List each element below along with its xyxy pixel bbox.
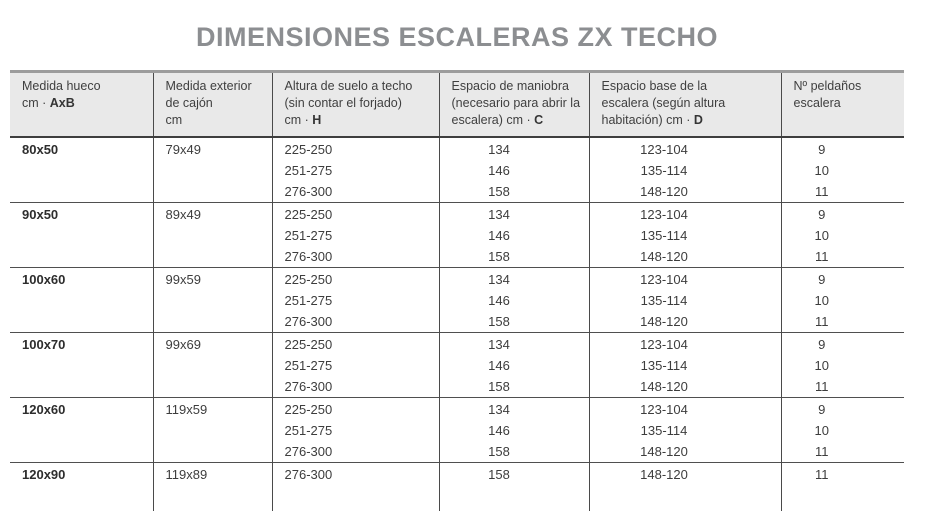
cell-value: 225-250 (284, 402, 333, 417)
column-header-line: Altura de suelo a techo (284, 79, 413, 93)
cell-value: 100x70 (22, 337, 66, 352)
cell-value: 120x60 (22, 402, 66, 417)
cell-value: 158 (488, 314, 510, 329)
header-row (10, 72, 904, 138)
cell-medida_hueco (10, 398, 153, 463)
cell-peldanos (781, 463, 904, 512)
column-header-line: cm · AxB (22, 96, 75, 110)
column-header-medida_exterior (153, 72, 272, 138)
cell-medida_exterior (153, 137, 272, 203)
cell-altura (272, 203, 439, 268)
column-header-base (589, 72, 781, 138)
cell-altura (272, 268, 439, 333)
cell-value: 148-120 (640, 467, 688, 482)
cell-medida_exterior (153, 398, 272, 463)
cell-altura (272, 398, 439, 463)
column-header-line: Medida exterior (165, 79, 252, 93)
cell-value: 135-114 (640, 228, 688, 243)
cell-value: 148-120 (640, 444, 688, 459)
cell-value: 123-104 (640, 402, 688, 417)
cell-value: 134 (488, 402, 510, 417)
cell-value: 119x59 (165, 402, 208, 417)
cell-peldanos (781, 268, 904, 333)
table-row-90x50 (10, 203, 904, 268)
cell-value: 10 (814, 423, 829, 438)
column-header-line: escalera (793, 96, 841, 110)
cell-value: 123-104 (640, 142, 688, 157)
column-header-line: Nº peldaños (793, 79, 862, 93)
cell-peldanos (781, 333, 904, 398)
column-header-altura (272, 72, 439, 138)
cell-value: 276-300 (284, 249, 333, 264)
table-row-100x70 (10, 333, 904, 398)
cell-medida_hueco (10, 463, 153, 512)
cell-value: 99x59 (165, 272, 201, 287)
table-row-100x60 (10, 268, 904, 333)
cell-value: 251-275 (284, 423, 333, 438)
cell-medida_hueco (10, 268, 153, 333)
column-header-line: de cajón (165, 96, 213, 110)
table-row-80x50 (10, 137, 904, 203)
cell-value: 158 (488, 249, 510, 264)
cell-value: 11 (815, 249, 829, 264)
cell-value: 251-275 (284, 358, 333, 373)
column-header-line: cm (165, 113, 183, 127)
column-header-line: escalera (según altura (601, 96, 726, 110)
cell-value: 146 (488, 358, 510, 373)
cell-maniobra (439, 268, 589, 333)
cell-value: 11 (815, 314, 829, 329)
cell-value: 9 (818, 337, 826, 352)
cell-value: 10 (814, 358, 829, 373)
cell-maniobra (439, 398, 589, 463)
column-header-line: Espacio base de la (601, 79, 708, 93)
column-header-line: Espacio de maniobra (451, 79, 569, 93)
dimensions-table (10, 70, 904, 511)
table-body (10, 137, 904, 511)
cell-value: 146 (488, 423, 510, 438)
cell-altura (272, 333, 439, 398)
table-row-120x60 (10, 398, 904, 463)
cell-value: 158 (488, 184, 510, 199)
cell-value: 251-275 (284, 163, 333, 178)
cell-value: 276-300 (284, 314, 333, 329)
cell-value: 225-250 (284, 207, 333, 222)
cell-peldanos (781, 398, 904, 463)
cell-value: 10 (814, 228, 829, 243)
cell-medida_hueco (10, 333, 153, 398)
cell-value: 123-104 (640, 337, 688, 352)
table-row-120x90 (10, 463, 904, 512)
cell-value: 99x69 (165, 337, 201, 352)
column-header-line: Medida hueco (22, 79, 101, 93)
cell-value: 134 (488, 337, 510, 352)
cell-maniobra (439, 463, 589, 512)
cell-value: 89x49 (165, 207, 201, 222)
cell-maniobra (439, 333, 589, 398)
column-header-line: cm · H (284, 113, 322, 127)
cell-value: 276-300 (284, 379, 333, 394)
column-header-line: habitación) cm · D (601, 113, 703, 127)
cell-value: 158 (488, 444, 510, 459)
cell-value: 135-114 (640, 358, 688, 373)
cell-value: 148-120 (640, 249, 688, 264)
cell-base (589, 137, 781, 203)
cell-value: 146 (488, 293, 510, 308)
cell-value: 134 (488, 142, 510, 157)
cell-value: 9 (818, 402, 826, 417)
cell-value: 11 (815, 467, 829, 482)
column-header-line: escalera) cm · C (451, 113, 544, 127)
cell-value: 158 (488, 467, 510, 482)
cell-value: 135-114 (640, 293, 688, 308)
cell-value: 225-250 (284, 272, 333, 287)
cell-base (589, 398, 781, 463)
cell-medida_exterior (153, 268, 272, 333)
cell-value: 148-120 (640, 184, 688, 199)
page-title: DIMENSIONES ESCALERAS ZX TECHO (195, 22, 719, 52)
cell-base (589, 203, 781, 268)
cell-medida_exterior (153, 203, 272, 268)
column-header-line: (necesario para abrir la (451, 96, 581, 110)
cell-value: 11 (815, 184, 829, 199)
cell-value: 123-104 (640, 207, 688, 222)
cell-value: 100x60 (22, 272, 66, 287)
cell-value: 79x49 (165, 142, 201, 157)
column-header-line: (sin contar el forjado) (284, 96, 402, 110)
cell-value: 146 (488, 163, 510, 178)
cell-value: 120x90 (22, 467, 66, 482)
cell-value: 123-104 (640, 272, 688, 287)
cell-value: 90x50 (22, 207, 59, 222)
cell-base (589, 463, 781, 512)
cell-altura (272, 463, 439, 512)
cell-medida_exterior (153, 333, 272, 398)
cell-value: 225-250 (284, 337, 333, 352)
cell-value: 9 (818, 142, 826, 157)
cell-value: 9 (818, 272, 826, 287)
cell-value: 276-300 (284, 444, 333, 459)
cell-value: 148-120 (640, 379, 688, 394)
cell-maniobra (439, 203, 589, 268)
column-header-maniobra (439, 72, 589, 138)
cell-value: 135-114 (640, 423, 688, 438)
cell-peldanos (781, 203, 904, 268)
cell-value: 134 (488, 207, 510, 222)
cell-value: 80x50 (22, 142, 59, 157)
column-header-medida_hueco (10, 72, 153, 138)
cell-altura (272, 137, 439, 203)
cell-value: 158 (488, 379, 510, 394)
cell-value: 119x89 (165, 467, 208, 482)
cell-value: 11 (815, 444, 829, 459)
cell-value: 11 (815, 379, 829, 394)
cell-value: 148-120 (640, 314, 688, 329)
cell-value: 276-300 (284, 467, 333, 482)
cell-medida_hueco (10, 137, 153, 203)
cell-value: 225-250 (284, 142, 333, 157)
cell-value: 251-275 (284, 228, 333, 243)
column-header-peldanos (781, 72, 904, 138)
cell-base (589, 333, 781, 398)
cell-base (589, 268, 781, 333)
cell-value: 135-114 (640, 163, 688, 178)
cell-value: 251-275 (284, 293, 333, 308)
cell-value: 146 (488, 228, 510, 243)
cell-value: 10 (814, 163, 829, 178)
cell-medida_hueco (10, 203, 153, 268)
cell-value: 276-300 (284, 184, 333, 199)
cell-maniobra (439, 137, 589, 203)
cell-peldanos (781, 137, 904, 203)
cell-value: 10 (814, 293, 829, 308)
cell-medida_exterior (153, 463, 272, 512)
cell-value: 9 (818, 207, 826, 222)
cell-value: 134 (488, 272, 510, 287)
